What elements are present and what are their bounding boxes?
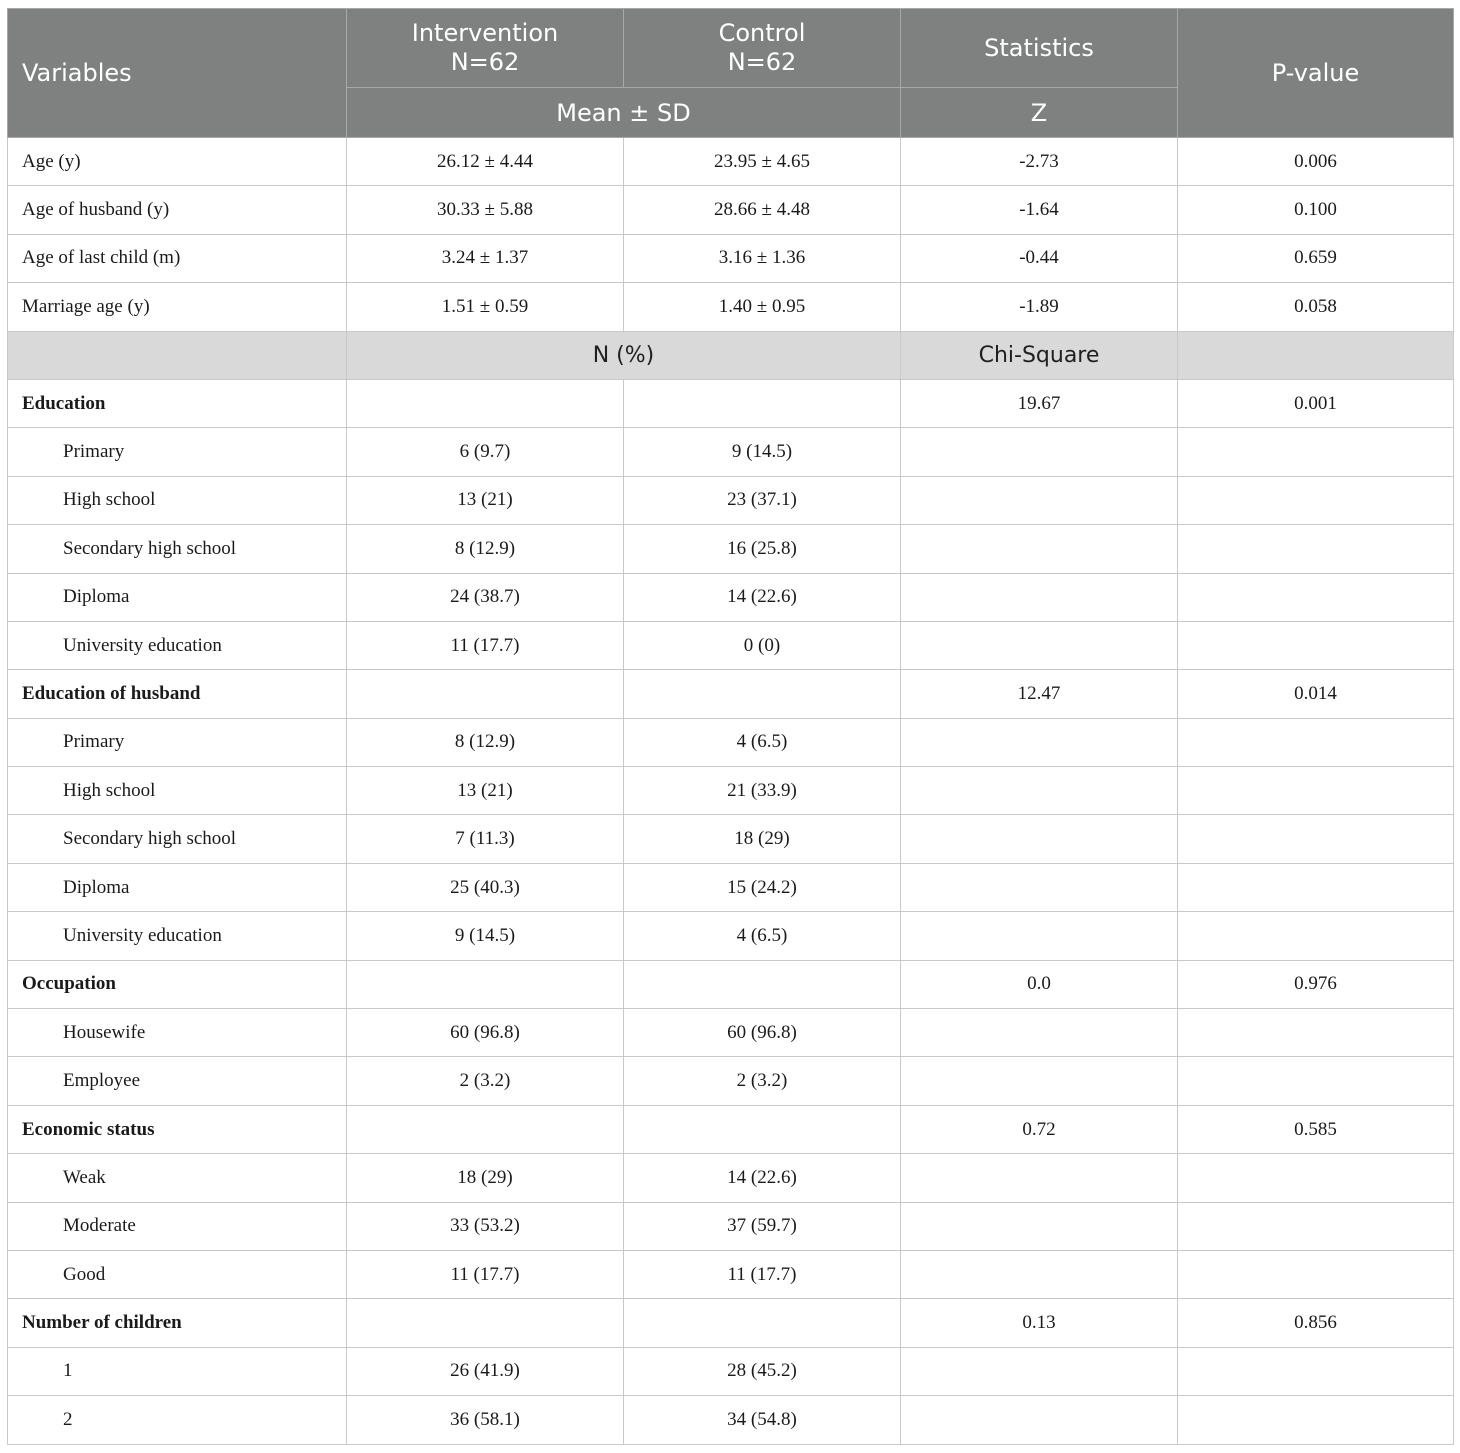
row-label: Housewife	[8, 1009, 347, 1057]
control-value: 1.40 ± 0.95	[624, 283, 901, 331]
row-label: Age of husband (y)	[8, 186, 347, 234]
intervention-value	[347, 379, 624, 427]
table-row	[8, 476, 1454, 524]
intervention-value: 30.33 ± 5.88	[347, 186, 624, 234]
table-row	[8, 863, 1454, 911]
control-value: 4 (6.5)	[624, 718, 901, 766]
p-value	[1178, 573, 1454, 621]
intervention-value: 7 (11.3)	[347, 815, 624, 863]
control-value: 0 (0)	[624, 621, 901, 669]
table-row	[8, 234, 1454, 282]
intervention-value: 8 (12.9)	[347, 718, 624, 766]
table-row	[8, 670, 1454, 718]
row-label: University education	[8, 621, 347, 669]
intervention-value: 33 (53.2)	[347, 1202, 624, 1250]
p-value: 0.001	[1178, 379, 1454, 427]
statistic-value	[901, 476, 1178, 524]
table-row	[8, 1202, 1454, 1250]
control-value: 16 (25.8)	[624, 525, 901, 573]
intervention-value: 60 (96.8)	[347, 1009, 624, 1057]
row-label: 2	[8, 1396, 347, 1444]
statistic-value: -1.89	[901, 283, 1178, 331]
intervention-value	[347, 1105, 624, 1153]
table-row	[8, 912, 1454, 960]
demographics-table	[7, 8, 1454, 1445]
control-value	[624, 1105, 901, 1153]
table-row	[8, 767, 1454, 815]
header-control	[624, 9, 901, 88]
control-value	[624, 960, 901, 1008]
header-intervention-label: Intervention	[411, 19, 559, 47]
row-label: Education	[8, 379, 347, 427]
intervention-value: 26 (41.9)	[347, 1347, 624, 1395]
statistic-value	[901, 621, 1178, 669]
p-value	[1178, 428, 1454, 476]
statistic-value: 0.72	[901, 1105, 1178, 1153]
intervention-value: 25 (40.3)	[347, 863, 624, 911]
intervention-value	[347, 960, 624, 1008]
intervention-value: 6 (9.7)	[347, 428, 624, 476]
p-value	[1178, 1057, 1454, 1105]
p-value	[1178, 912, 1454, 960]
intervention-value: 9 (14.5)	[347, 912, 624, 960]
intervention-value: 8 (12.9)	[347, 525, 624, 573]
control-value: 23.95 ± 4.65	[624, 138, 901, 186]
statistic-value	[901, 573, 1178, 621]
control-value	[624, 379, 901, 427]
table-subheader	[8, 331, 1454, 379]
p-value: 0.058	[1178, 283, 1454, 331]
control-value: 4 (6.5)	[624, 912, 901, 960]
statistic-value	[901, 718, 1178, 766]
subheader-n-pct: N (%)	[347, 331, 901, 379]
subheader-chi-square: Chi-Square	[901, 331, 1178, 379]
statistic-value	[901, 815, 1178, 863]
control-value: 21 (33.9)	[624, 767, 901, 815]
intervention-value: 13 (21)	[347, 767, 624, 815]
header-intervention	[347, 9, 624, 88]
intervention-value: 3.24 ± 1.37	[347, 234, 624, 282]
header-variables: Variables	[8, 9, 347, 138]
p-value	[1178, 767, 1454, 815]
p-value	[1178, 525, 1454, 573]
row-label: High school	[8, 476, 347, 524]
intervention-value: 11 (17.7)	[347, 621, 624, 669]
row-label: Number of children	[8, 1299, 347, 1347]
statistic-value	[901, 1009, 1178, 1057]
row-label: Age (y)	[8, 138, 347, 186]
header-mean-sd: Mean ± SD	[347, 88, 901, 138]
statistic-value: -1.64	[901, 186, 1178, 234]
p-value	[1178, 1396, 1454, 1444]
control-value: 14 (22.6)	[624, 1154, 901, 1202]
table-row	[8, 815, 1454, 863]
control-value: 3.16 ± 1.36	[624, 234, 901, 282]
statistic-value: -0.44	[901, 234, 1178, 282]
control-value: 14 (22.6)	[624, 573, 901, 621]
statistic-value: 0.0	[901, 960, 1178, 1008]
p-value	[1178, 815, 1454, 863]
row-label: Employee	[8, 1057, 347, 1105]
statistic-value: 0.13	[901, 1299, 1178, 1347]
table-row	[8, 283, 1454, 331]
control-value: 34 (54.8)	[624, 1396, 901, 1444]
statistic-value	[901, 1154, 1178, 1202]
statistic-value: 19.67	[901, 379, 1178, 427]
p-value	[1178, 863, 1454, 911]
p-value: 0.659	[1178, 234, 1454, 282]
p-value	[1178, 1202, 1454, 1250]
subheader-blank-p	[1178, 331, 1454, 379]
statistic-value	[901, 428, 1178, 476]
intervention-value	[347, 1299, 624, 1347]
control-value	[624, 1299, 901, 1347]
statistic-value: 12.47	[901, 670, 1178, 718]
table-row	[8, 1057, 1454, 1105]
table-header	[8, 9, 1454, 138]
control-value: 37 (59.7)	[624, 1202, 901, 1250]
p-value: 0.100	[1178, 186, 1454, 234]
control-value: 2 (3.2)	[624, 1057, 901, 1105]
row-label: Education of husband	[8, 670, 347, 718]
row-label: Primary	[8, 428, 347, 476]
statistic-value	[901, 863, 1178, 911]
intervention-value: 36 (58.1)	[347, 1396, 624, 1444]
p-value: 0.014	[1178, 670, 1454, 718]
table-row	[8, 573, 1454, 621]
p-value	[1178, 1250, 1454, 1298]
table-row	[8, 525, 1454, 573]
table-row	[8, 960, 1454, 1008]
table-row	[8, 621, 1454, 669]
table-row	[8, 379, 1454, 427]
subheader-blank	[8, 331, 347, 379]
control-value: 18 (29)	[624, 815, 901, 863]
table-row	[8, 186, 1454, 234]
p-value	[1178, 1347, 1454, 1395]
p-value	[1178, 476, 1454, 524]
control-value: 9 (14.5)	[624, 428, 901, 476]
intervention-value: 18 (29)	[347, 1154, 624, 1202]
row-label: 1	[8, 1347, 347, 1395]
row-label: Occupation	[8, 960, 347, 1008]
statistic-value	[901, 1347, 1178, 1395]
row-label: Diploma	[8, 863, 347, 911]
control-value: 11 (17.7)	[624, 1250, 901, 1298]
statistic-value	[901, 767, 1178, 815]
header-intervention-n: N=62	[450, 48, 520, 76]
p-value: 0.585	[1178, 1105, 1454, 1153]
intervention-value: 1.51 ± 0.59	[347, 283, 624, 331]
p-value: 0.006	[1178, 138, 1454, 186]
header-control-n: N=62	[727, 48, 797, 76]
control-value	[624, 670, 901, 718]
row-label: University education	[8, 912, 347, 960]
statistic-value	[901, 912, 1178, 960]
statistic-value	[901, 1202, 1178, 1250]
intervention-value: 24 (38.7)	[347, 573, 624, 621]
control-value: 28.66 ± 4.48	[624, 186, 901, 234]
row-label: Secondary high school	[8, 815, 347, 863]
control-value: 15 (24.2)	[624, 863, 901, 911]
statistic-value	[901, 1057, 1178, 1105]
row-label: Economic status	[8, 1105, 347, 1153]
intervention-value: 13 (21)	[347, 476, 624, 524]
table-row	[8, 718, 1454, 766]
header-p-value: P-value	[1178, 9, 1454, 138]
row-label: Weak	[8, 1154, 347, 1202]
row-label: Good	[8, 1250, 347, 1298]
p-value	[1178, 621, 1454, 669]
table-row	[8, 1009, 1454, 1057]
row-label: Moderate	[8, 1202, 347, 1250]
intervention-value: 11 (17.7)	[347, 1250, 624, 1298]
table-row	[8, 1347, 1454, 1395]
control-value: 28 (45.2)	[624, 1347, 901, 1395]
demographics-table-container	[7, 8, 1453, 1445]
table-row	[8, 1396, 1454, 1444]
row-label: Secondary high school	[8, 525, 347, 573]
header-statistics: Statistics	[901, 9, 1178, 88]
statistic-value	[901, 1396, 1178, 1444]
control-value: 23 (37.1)	[624, 476, 901, 524]
statistic-value	[901, 525, 1178, 573]
row-label: High school	[8, 767, 347, 815]
p-value: 0.856	[1178, 1299, 1454, 1347]
row-label: Marriage age (y)	[8, 283, 347, 331]
intervention-value: 26.12 ± 4.44	[347, 138, 624, 186]
control-value: 60 (96.8)	[624, 1009, 901, 1057]
row-label: Primary	[8, 718, 347, 766]
table-row	[8, 1250, 1454, 1298]
statistic-value: -2.73	[901, 138, 1178, 186]
table-body	[8, 138, 1454, 1445]
intervention-value: 2 (3.2)	[347, 1057, 624, 1105]
row-label: Diploma	[8, 573, 347, 621]
intervention-value	[347, 670, 624, 718]
table-row	[8, 428, 1454, 476]
table-row	[8, 1299, 1454, 1347]
row-label: Age of last child (m)	[8, 234, 347, 282]
p-value	[1178, 1154, 1454, 1202]
table-row	[8, 1105, 1454, 1153]
table-row	[8, 138, 1454, 186]
p-value	[1178, 1009, 1454, 1057]
statistic-value	[901, 1250, 1178, 1298]
header-z: Z	[901, 88, 1178, 138]
header-control-label: Control	[718, 19, 806, 47]
p-value: 0.976	[1178, 960, 1454, 1008]
p-value	[1178, 718, 1454, 766]
table-row	[8, 1154, 1454, 1202]
